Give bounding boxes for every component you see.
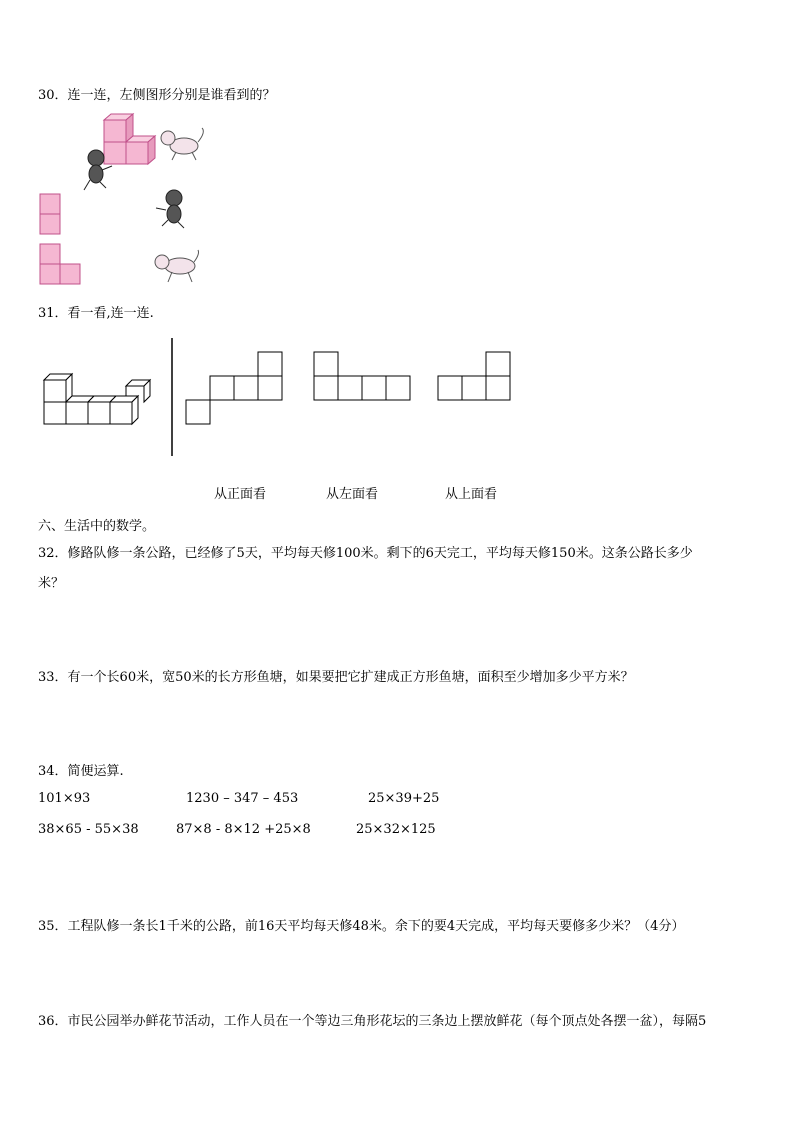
label-front-view: 从正面看 xyxy=(214,487,267,502)
label-top-view: 从上面看 xyxy=(445,487,498,502)
monkey-icon xyxy=(156,190,184,228)
section-heading: 六、生活中的数学。 xyxy=(38,519,156,534)
q34-expr-4: 38×65 - 55×38 xyxy=(38,822,139,837)
q34-expr-6: 25×32×125 xyxy=(356,822,436,837)
q30-text: 30．连一连，左侧图形分别是谁看到的？ xyxy=(38,88,276,103)
cube-stack-icon xyxy=(104,114,155,164)
label-left-view: 从左面看 xyxy=(326,487,379,502)
dog-icon xyxy=(155,250,199,282)
q35-text: 35．工程队修一条长1千米的公路，前16天平均每天修48米。余下的要4天完成，平均每天要修多少米？（4分） xyxy=(38,919,685,934)
q34-expr-5: 87×8 - 8×12 +25×8 xyxy=(176,822,311,837)
q34-title: 34．简便运算. xyxy=(38,764,124,779)
dog-icon xyxy=(161,128,203,160)
front-view-shape xyxy=(40,194,60,234)
q30-figure xyxy=(36,110,236,290)
q32-line2: 米？ xyxy=(38,576,65,591)
q33-text: 33．有一个长60米，宽50米的长方形鱼塘，如果要把它扩建成正方形鱼塘，面积至少增加多少平方米？ xyxy=(38,670,634,685)
q31-text: 31．看一看,连一连. xyxy=(38,306,154,321)
q34-expr-1: 101×93 xyxy=(38,791,91,806)
view-option-1 xyxy=(186,352,282,424)
view-option-2 xyxy=(314,352,410,400)
q36-text: 36．市民公园举办鲜花节活动，工作人员在一个等边三角形花坛的三条边上摆放鲜花（每个顶点处各摆一盆），每隔5 xyxy=(38,1014,707,1029)
view-option-3 xyxy=(438,352,510,400)
side-view-shape xyxy=(40,244,80,284)
q31-figure xyxy=(38,336,528,461)
q32-line1: 32．修路队修一条公路，已经修了5天，平均每天修100米。剩下的6天完工，平均每天修150米。这条公路长多少 xyxy=(38,546,693,561)
solid-figure xyxy=(44,374,150,424)
q34-expr-2: 1230 – 347 – 453 xyxy=(186,791,299,806)
q34-expr-3: 25×39+25 xyxy=(368,791,440,806)
